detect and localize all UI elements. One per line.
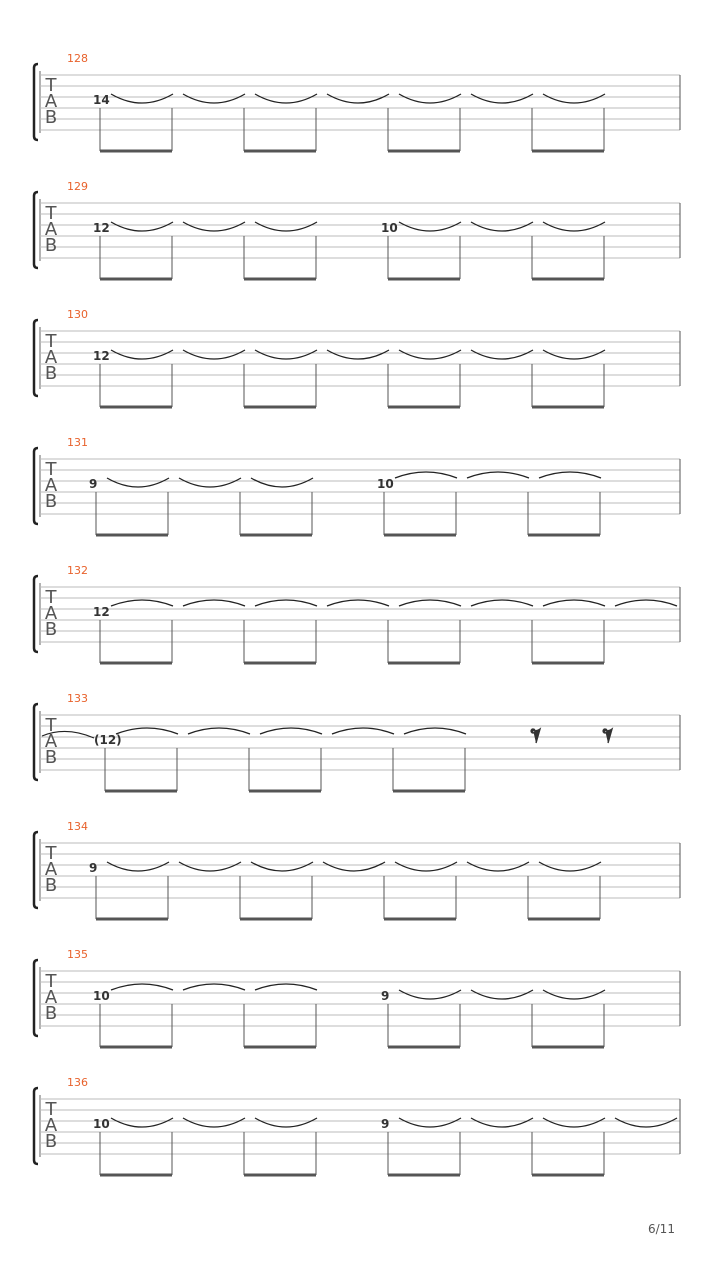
tie-arc xyxy=(323,862,385,871)
tab-clef-t: T xyxy=(45,1099,57,1120)
tab-clef-a: A xyxy=(44,859,58,880)
measure-number: 129 xyxy=(67,180,88,193)
tie-arc xyxy=(327,600,389,606)
fret-number: 12 xyxy=(93,221,110,235)
tie-arc xyxy=(471,94,533,103)
tie-arc xyxy=(255,984,317,990)
system-bracket xyxy=(34,960,38,1036)
tie-arc xyxy=(399,600,461,606)
tab-system-128 xyxy=(34,52,680,151)
measure-number: 135 xyxy=(67,948,88,961)
tie-arc xyxy=(255,600,317,606)
tie-arc xyxy=(183,1118,245,1127)
tie-arc xyxy=(467,472,529,478)
tie-arc xyxy=(327,94,389,103)
fret-number: 12 xyxy=(93,349,110,363)
tab-clef-t: T xyxy=(45,587,57,608)
system-bracket xyxy=(34,64,38,140)
tie-arc xyxy=(471,600,533,606)
tab-clef-a: A xyxy=(44,987,58,1008)
tie-arc xyxy=(107,478,169,487)
tie-arc xyxy=(111,600,173,606)
tie-arc xyxy=(111,350,173,359)
tab-clef-t: T xyxy=(45,203,57,224)
tie-arc xyxy=(251,478,313,487)
tie-arc xyxy=(111,222,173,231)
tab-system-132 xyxy=(34,564,680,663)
tab-system-134 xyxy=(34,820,680,919)
fret-number: 10 xyxy=(381,221,398,235)
tab-clef-a: A xyxy=(44,91,58,112)
tab-clef-b: B xyxy=(44,1131,58,1152)
tie-arc xyxy=(543,990,605,999)
tie-arc xyxy=(399,350,461,359)
tie-arc xyxy=(183,222,245,231)
tab-clef-a: A xyxy=(44,219,58,240)
tab-clef-b: B xyxy=(44,747,58,768)
system-bracket xyxy=(34,192,38,268)
tab-clef-t: T xyxy=(45,715,57,736)
tie-arc xyxy=(615,600,677,606)
measure-number: 131 xyxy=(67,436,88,449)
tie-arc xyxy=(255,1118,317,1127)
tie-arc xyxy=(183,350,245,359)
system-bracket xyxy=(34,576,38,652)
tie-arc xyxy=(183,600,245,606)
tab-system-130 xyxy=(34,308,680,407)
tab-clef-a: A xyxy=(44,475,58,496)
tie-arc xyxy=(543,350,605,359)
tab-clef-b: B xyxy=(44,107,58,128)
tab-clef-t: T xyxy=(45,459,57,480)
fret-number: 9 xyxy=(381,1117,390,1131)
tab-clef-a: A xyxy=(44,603,58,624)
fret-number: 9 xyxy=(381,989,390,1003)
tie-arc xyxy=(471,350,533,359)
tie-arc xyxy=(179,478,241,487)
system-bracket xyxy=(34,704,38,780)
tie-arc xyxy=(179,862,241,871)
tie-arc xyxy=(255,94,317,103)
tie-arc xyxy=(399,222,461,231)
eighth-rest xyxy=(603,729,612,743)
tab-system-136 xyxy=(34,1076,680,1175)
tie-arc xyxy=(471,1118,533,1127)
fret-number: 10 xyxy=(377,477,394,491)
system-bracket xyxy=(34,1088,38,1164)
tie-arc xyxy=(395,472,457,478)
system-bracket xyxy=(34,448,38,524)
tie-arc xyxy=(255,222,317,231)
tie-arc xyxy=(399,990,461,999)
tie-arc xyxy=(332,728,394,734)
tab-clef-b: B xyxy=(44,619,58,640)
tie-arc xyxy=(539,862,601,871)
tie-arc xyxy=(467,862,529,871)
measure-number: 136 xyxy=(67,1076,88,1089)
tie-arc xyxy=(183,984,245,990)
system-bracket xyxy=(34,320,38,396)
tie-arc xyxy=(404,728,466,734)
tie-arc xyxy=(471,222,533,231)
fret-number: 9 xyxy=(89,861,98,875)
page-number: 6/11 xyxy=(648,1222,675,1236)
tie-arc xyxy=(327,350,389,359)
tab-system-135 xyxy=(34,948,680,1047)
measure-number: 134 xyxy=(67,820,88,833)
tab-clef-b: B xyxy=(44,363,58,384)
tie-arc xyxy=(399,1118,461,1127)
tie-arc xyxy=(543,94,605,103)
tab-clef-b: B xyxy=(44,235,58,256)
tie-arc xyxy=(399,94,461,103)
fret-number: 10 xyxy=(93,1117,110,1131)
measure-number: 133 xyxy=(67,692,88,705)
tie-arc xyxy=(615,1118,677,1127)
tab-clef-a: A xyxy=(44,347,58,368)
tie-arc xyxy=(116,728,178,734)
tab-system-133 xyxy=(34,692,680,791)
tab-clef-t: T xyxy=(45,843,57,864)
eighth-rest xyxy=(531,729,540,743)
tie-arc xyxy=(260,728,322,734)
tab-clef-b: B xyxy=(44,875,58,896)
tie-arc xyxy=(395,862,457,871)
tie-arc xyxy=(543,1118,605,1127)
measure-number: 128 xyxy=(67,52,88,65)
fret-number: 14 xyxy=(93,93,110,107)
fret-number: 9 xyxy=(89,477,98,491)
tab-clef-a: A xyxy=(44,731,58,752)
measure-number: 132 xyxy=(67,564,88,577)
tab-clef-b: B xyxy=(44,1003,58,1024)
tab-clef-t: T xyxy=(45,971,57,992)
fret-number: 12 xyxy=(93,605,110,619)
tie-arc xyxy=(183,94,245,103)
tie-arc xyxy=(188,728,250,734)
tie-arc xyxy=(107,862,169,871)
fret-number: (12) xyxy=(94,733,122,747)
tab-clef-b: B xyxy=(44,491,58,512)
measure-number: 130 xyxy=(67,308,88,321)
tie-arc xyxy=(251,862,313,871)
tab-system-129 xyxy=(34,180,680,279)
tab-clef-t: T xyxy=(45,331,57,352)
tie-arc xyxy=(111,1118,173,1127)
tab-clef-t: T xyxy=(45,75,57,96)
tie-arc xyxy=(543,600,605,606)
fret-number: 10 xyxy=(93,989,110,1003)
tie-arc xyxy=(111,984,173,990)
tie-arc xyxy=(255,350,317,359)
tab-clef-a: A xyxy=(44,1115,58,1136)
tab-system-131 xyxy=(34,436,680,535)
system-bracket xyxy=(34,832,38,908)
tie-arc xyxy=(471,990,533,999)
tie-arc xyxy=(539,472,601,478)
tie-arc xyxy=(111,94,173,103)
tie-arc xyxy=(543,222,605,231)
